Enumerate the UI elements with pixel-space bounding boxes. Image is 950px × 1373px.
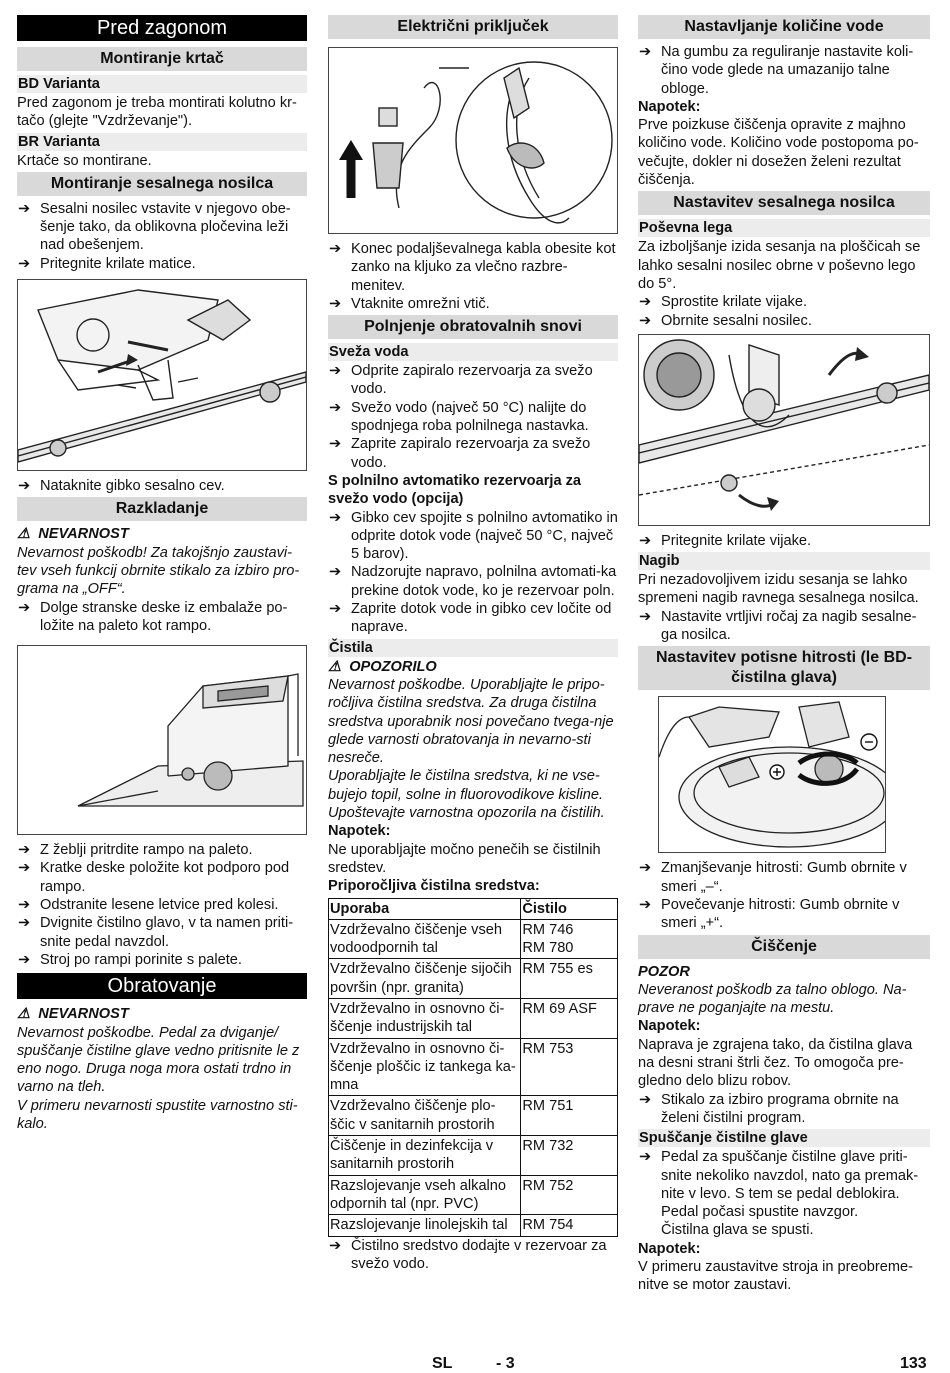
step-item: ➔ Zaprite zapiralo rezervoarja za svežo vodo. — [329, 436, 591, 471]
table-cell: RM 755 es — [521, 959, 618, 999]
footer-page-number: 133 — [900, 1355, 927, 1372]
squeegee-mount-illustration — [18, 280, 306, 470]
table-header-row — [329, 898, 618, 919]
step-item: ➔ Sprostite krilate vijake. — [639, 294, 807, 311]
column-3 — [638, 15, 930, 1295]
heading-elektricni-prikljucek: Električni priključek — [328, 15, 618, 39]
step-item: ➔ Sesalni nosilec vstavite v njegovo obe-šenje tako, da oblikovna pločevina leži nad obešenjem. — [18, 200, 291, 254]
note-text: Ne uporabljajte močno penečih se čistilnih sredstev. — [328, 841, 601, 876]
warning-label: ⚠ OPOZORILO — [328, 658, 437, 675]
table-cell: Čiščenje in dezinfekcija v sanitarnih prostorih — [329, 1136, 521, 1176]
table-row — [329, 998, 618, 1038]
step-item: ➔ Zaprite dotok vode in gibko cev ločite od naprave. — [329, 601, 612, 636]
heading-montiranje-sesalnega-nosilca: Montiranje sesalnega nosilca — [17, 172, 307, 196]
figure-speed-knob — [658, 696, 886, 853]
warning-icon: ⚠ — [17, 1006, 31, 1023]
arrow-icon: ➔ — [639, 532, 652, 549]
step-result: Čistilna glava se spusti. — [661, 1222, 814, 1239]
footer-language: SL — [432, 1355, 453, 1372]
note-label: Napotek: — [638, 98, 701, 115]
step-item: ➔ Kratke deske položite kot podporo pod rampo. — [18, 860, 290, 895]
arrow-icon: ➔ — [18, 897, 31, 914]
warning-icon: ⚠ — [17, 526, 31, 543]
table-row — [329, 1038, 618, 1096]
arrow-icon: ➔ — [18, 860, 31, 877]
arrow-icon: ➔ — [18, 478, 31, 495]
table-cell: Vzdrževalno čiščenje sijočih površin (npr. granita) — [329, 959, 521, 999]
arrow-icon: ➔ — [18, 200, 31, 217]
heading-ciscenje: Čiščenje — [638, 935, 930, 959]
heading-nastavitev-potisne-hitrosti: Nastavitev potisne hitrosti (le BD-čistilna glava) — [638, 646, 930, 690]
figure-squeegee-mount — [17, 279, 307, 471]
table-cell: Vzdrževalno čiščenje plo-ščic v sanitarnih prostorih — [329, 1096, 521, 1136]
danger-label: ⚠ NEVARNOST — [17, 526, 129, 543]
heading-polnjenje-obratovalnih-snovi: Polnjenje obratovalnih snovi — [328, 315, 618, 339]
table-cell: Vzdrževalno in osnovno či-ščenje ploščic iz tankega ka-mna — [329, 1038, 521, 1096]
step-item: ➔ Nadzorujte napravo, polnilna avtomati-ka prekine dotok vode, ko je rezervoar poln. — [329, 564, 617, 599]
danger-text: Nevarnost poškodbe. Pedal za dviganje/ spuščanje čistilne glave vedno pritisnite le z eno nogo. Druga noga mora ostati trdno in varno na tleh. — [17, 1024, 300, 1096]
table-cell: RM 746 RM 780 — [521, 919, 618, 959]
step-item: ➔ Pritegnite krilate matice. — [18, 255, 196, 272]
unloading-ramp-illustration — [18, 646, 306, 834]
label-posevna-lega: Poševna lega — [638, 219, 930, 237]
footer-page: - 3 — [496, 1355, 515, 1372]
arrow-icon: ➔ — [329, 1237, 342, 1254]
caution-label: POZOR — [638, 963, 690, 980]
note-label: Napotek: — [638, 1240, 701, 1257]
step-item: ➔ Odprite zapiralo rezervoarja za svežo vodo. — [329, 363, 593, 398]
arrow-icon: ➔ — [329, 399, 342, 416]
label-br-varianta: BR Varianta — [17, 133, 307, 151]
table-cell: RM 732 — [521, 1136, 618, 1176]
arrow-icon: ➔ — [639, 608, 652, 625]
section-title-obratovanje: Obratovanje — [17, 973, 307, 999]
label-nagib: Nagib — [638, 552, 930, 570]
column-1 — [17, 15, 307, 1133]
text-bd-varianta: Pred zagonom je treba montirati kolutno kr-tačo (glejte "Vzdrževanje"). — [17, 95, 297, 130]
note-text: V primeru zaustavitve stroja in preobreme-nitve se motor zaustavi. — [638, 1258, 913, 1294]
arrow-icon: ➔ — [329, 564, 342, 581]
label-spuscanje-cistilne-glave: Spuščanje čistilne glave — [638, 1129, 930, 1147]
heading-nastavljanje-kolicine-vode: Nastavljanje količine vode — [638, 15, 930, 39]
step-item: ➔ Pedal za spuščanje čistilne glave priti-snite nekoliko navzdol, nato ga premak-nite v levo. S tem se pedal deblokira. Pedal počasi spustite navzgor. — [639, 1149, 919, 1221]
heading-nastavitev-sesalnega-nosilca: Nastavitev sesalnega nosilca — [638, 191, 930, 215]
step-item: ➔ Gibko cev spojite s polnilno avtomatiko in odprite dotok vode (največ 50 °C, največ 5 barov). — [329, 509, 618, 563]
step-item: ➔ Vtaknite omrežni vtič. — [329, 295, 490, 312]
caution-text: Neveranost poškodb za talno oblogo. Na-prave ne poganjajte na mestu. — [638, 981, 907, 1017]
step-item: ➔ Svežo vodo (največ 50 °C) nalijte do spodnjega roba polnilnega nastavka. — [329, 399, 589, 435]
table-cell: RM 752 — [521, 1175, 618, 1215]
arrow-icon: ➔ — [18, 255, 31, 272]
danger-text: Nevarnost poškodb! Za takojšnjo zaustavi-tev vseh funkcij obrnite stikalo za izbiro pro-grama na „OFF“. — [17, 544, 300, 598]
table-row — [329, 1136, 618, 1176]
step-item: ➔ Konec podaljševalnega kabla obesite kot zanko na kljuko za vlečno razbre-menitev. — [329, 241, 616, 294]
step-item: ➔ Dolge stranske deske iz embalaže po-ložite na paleto kot rampo. — [18, 599, 288, 634]
table-cell: RM 753 — [521, 1038, 618, 1096]
step-item: ➔ Povečevanje hitrosti: Gumb obrnite v smeri „+“. — [639, 896, 900, 932]
table-cell: Vzdrževalno in osnovno či-ščenje industrijskih tal — [329, 998, 521, 1038]
figure-cable-hook — [328, 47, 618, 234]
note-text: Prve poizkuse čiščenja opravite z majhno količino vode. Količino vode postopoma po-večujte, dokler ni dosežen želeni rezultat čiščenja. — [638, 117, 919, 189]
label-cistila: Čistila — [328, 639, 618, 657]
table-cell: RM 754 — [521, 1215, 618, 1236]
danger-label: ⚠ NEVARNOST — [17, 1006, 129, 1023]
arrow-icon: ➔ — [18, 599, 31, 616]
arrow-icon: ➔ — [639, 896, 652, 913]
cable-hook-illustration — [329, 48, 617, 233]
arrow-icon: ➔ — [639, 1149, 652, 1166]
arrow-icon: ➔ — [18, 915, 31, 932]
table-cell: RM 69 ASF — [521, 998, 618, 1038]
table-cell: RM 751 — [521, 1096, 618, 1136]
step-item: ➔ Zmanjševanje hitrosti: Gumb obrnite v smeri „–“. — [639, 860, 907, 895]
note-text: Naprava je zgrajena tako, da čistilna glava na desni strani štrli čez. To omogoča pre-gledno delo blizu robov. — [638, 1036, 913, 1090]
section-title-pred-zagonom: Pred zagonom — [17, 15, 307, 41]
column-2 — [328, 15, 618, 1273]
table-header-cell: Čistilo — [521, 898, 618, 919]
arrow-icon: ➔ — [639, 312, 652, 329]
arrow-icon: ➔ — [18, 951, 31, 968]
step-item: ➔ Nastavite vrtljivi ročaj za nagib sesalne-ga nosilca. — [639, 608, 917, 644]
table-row — [329, 1096, 618, 1136]
heading-razkladanje: Razkladanje — [17, 497, 307, 521]
table-cell: Vzdrževalno čiščenje vseh vodoodpornih tal — [329, 919, 521, 959]
step-item: ➔ Čistilno sredstvo dodajte v rezervoar za svežo vodo. — [329, 1237, 607, 1272]
speed-knob-illustration — [659, 697, 885, 852]
cleaning-agents-table — [328, 898, 618, 1237]
step-item: ➔ Stroj po rampi porinite s palete. — [18, 951, 242, 968]
step-item: ➔ Pritegnite krilate vijake. — [639, 532, 812, 549]
label-sveza-voda: Sveža voda — [328, 343, 618, 361]
arrow-icon: ➔ — [639, 294, 652, 311]
table-row — [329, 1215, 618, 1236]
arrow-icon: ➔ — [329, 509, 342, 526]
warning-icon: ⚠ — [328, 658, 342, 675]
step-item: ➔ Na gumbu za reguliranje nastavite koli-čino vode glede na umazanijo talne obloge. — [639, 44, 914, 97]
table-caption: Priporočljiva čistilna sredstva: — [328, 878, 540, 895]
arrow-icon: ➔ — [18, 842, 31, 859]
warning-text: Uporabljajte le čistilna sredstva, ki ne vse-bujejo topil, solne in fluorovodikove kisline. Upoštevajte varnostna opozorila na čistilih. — [328, 768, 605, 822]
table-row — [329, 1175, 618, 1215]
danger-text: V primeru nevarnosti spustite varnostno sti-kalo. — [17, 1097, 298, 1133]
step-item: ➔ Z žeblji pritrdite rampo na paleto. — [18, 842, 253, 859]
step-item: ➔ Odstranite lesene letvice pred kolesi. — [18, 897, 279, 914]
step-item: ➔ Obrnite sesalni nosilec. — [639, 312, 812, 329]
arrow-icon: ➔ — [639, 44, 652, 60]
step-item: ➔ Dvignite čistilno glavo, v ta namen priti-snite pedal navzdol. — [18, 915, 294, 950]
table-row — [329, 919, 618, 959]
label-polnilna-avtomatika: S polnilno avtomatiko rezervoarja za svežo vodo (opcija) — [328, 472, 582, 508]
arrow-icon: ➔ — [639, 1091, 652, 1108]
arrow-icon: ➔ — [639, 860, 652, 877]
step-item: ➔ Stikalo za izbiro programa obrnite na želeni čistilni program. — [639, 1091, 899, 1126]
arrow-icon: ➔ — [329, 601, 342, 618]
figure-unloading-ramp — [17, 645, 307, 835]
table-cell: Razslojevanje vseh alkalno odpornih tal (npr. PVC) — [329, 1175, 521, 1215]
arrow-icon: ➔ — [329, 363, 342, 380]
tilt-text: Pri nezadovoljivem izidu sesanja se lahko spremeni nagib ravnega sesalnega nosilca. — [638, 572, 919, 607]
table-cell: Razslojevanje linolejskih tal — [329, 1215, 521, 1236]
note-label: Napotek: — [638, 1018, 701, 1035]
heading-montiranje-krtac: Montiranje krtač — [17, 47, 307, 71]
arrow-icon: ➔ — [329, 295, 342, 312]
table-row — [329, 959, 618, 999]
arrow-icon: ➔ — [329, 241, 342, 257]
arrow-icon: ➔ — [329, 436, 342, 453]
figure-squeegee-slant — [638, 334, 930, 526]
slant-text: Za izboljšanje izida sesanja na ploščicah se lahko sesalni nosilec obrne v poševno lego do 5°. — [638, 239, 921, 292]
table-header-cell: Uporaba — [329, 898, 521, 919]
squeegee-slant-illustration — [639, 335, 929, 525]
label-bd-varianta: BD Varianta — [17, 75, 307, 93]
step-item: ➔ Nataknite gibko sesalno cev. — [18, 478, 225, 495]
text-br-varianta: Krtače so montirane. — [17, 152, 152, 169]
warning-text: Nevarnost poškodbe. Uporabljajte le pripo-ročljiva čistilna sredstva. Za druga čistilna sredstva uporabnik nosi povečano tvega-nje glede varnosti obratovanja in nevarno-sti nesreče. — [328, 676, 614, 767]
note-label: Napotek: — [328, 823, 391, 840]
